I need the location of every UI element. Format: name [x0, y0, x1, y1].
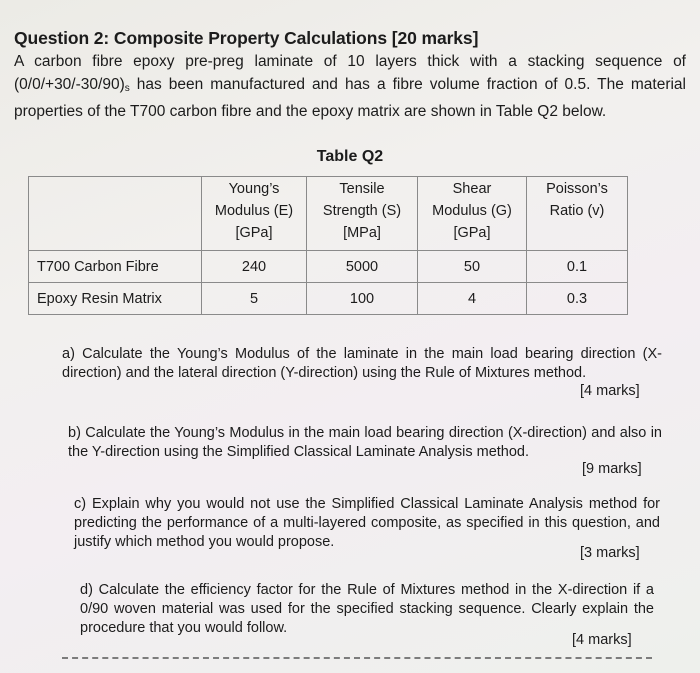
question-b-marks: [9 marks]	[582, 461, 642, 477]
cell-value: 5	[202, 283, 307, 315]
table-caption: Table Q2	[316, 148, 384, 165]
header-cell-shear-modulus	[418, 177, 527, 251]
cell-value: 100	[307, 283, 418, 315]
table-header-row	[29, 177, 628, 251]
header-line: Modulus (G)	[432, 203, 512, 219]
dashed-divider	[62, 657, 652, 659]
question-b-text: b) Calculate the Young’s Modulus in the main load bearing direction (X-direction) and also in the Y-direction using the Simplified Classical Laminate Analysis method.	[68, 425, 662, 460]
question-d-text: d) Calculate the efficiency factor for the Rule of Mixtures method in the X-direction if a 0/90 woven material was used for the specified stacking sequence. Clearly explain the procedure that you would follow.	[80, 582, 654, 636]
cell-value: 240	[202, 251, 307, 283]
header-cell-tensile-strength	[307, 177, 418, 251]
properties-table	[28, 176, 628, 315]
intro-text: A carbon fibre epoxy pre-preg laminate of 10 layers thick with a stacking sequence of (0/0/+30/-30/90)	[14, 53, 686, 93]
cell-value: 0.3	[527, 283, 628, 315]
header-line: [MPa]	[343, 225, 381, 241]
table-row-epoxy-matrix	[29, 283, 628, 315]
question-a-marks: [4 marks]	[580, 383, 640, 399]
cell-value: 50	[418, 251, 527, 283]
intro-text-end: has been manufactured and has a fibre volume fraction of 0.5. The material properties of the T700 carbon fibre and the epoxy matrix are shown in Table Q2 below.	[14, 76, 686, 120]
question-c-text: c) Explain why you would not use the Simplified Classical Laminate Analysis method for predicting the performance of a multi-layered composite, as specified in this question, and justify which method you would propose.	[74, 496, 660, 550]
header-line: Tensile	[339, 181, 385, 197]
question-c-marks: [3 marks]	[580, 545, 640, 561]
row-label: T700 Carbon Fibre	[29, 251, 202, 283]
question-d-marks: [4 marks]	[572, 632, 632, 648]
cell-value: 0.1	[527, 251, 628, 283]
header-cell-youngs-modulus	[202, 177, 307, 251]
header-line: Ratio (v)	[549, 203, 605, 219]
cell-value: 5000	[307, 251, 418, 283]
intro-subscript: s	[124, 83, 130, 94]
table-row-carbon-fibre	[29, 251, 628, 283]
header-line: [GPa]	[235, 225, 273, 241]
intro-paragraph	[14, 50, 686, 123]
question-a-text: a) Calculate the Young’s Modulus of the laminate in the main load bearing direction (X-direction) and the lateral direction (Y-direction) using the Rule of Mixtures method.	[62, 346, 662, 381]
header-cell-poissons-ratio	[527, 177, 628, 251]
cell-value: 4	[418, 283, 527, 315]
question-title: Question 2: Composite Property Calculations [20 marks]	[14, 28, 479, 48]
row-label: Epoxy Resin Matrix	[29, 283, 202, 315]
header-line: Poisson’s	[546, 181, 608, 197]
header-line: Modulus (E)	[214, 203, 294, 219]
header-empty-cell	[29, 177, 202, 251]
header-line: Young’s	[228, 181, 280, 197]
header-line: Shear	[452, 181, 492, 197]
header-line: Strength (S)	[322, 203, 402, 219]
header-line: [GPa]	[453, 225, 491, 241]
